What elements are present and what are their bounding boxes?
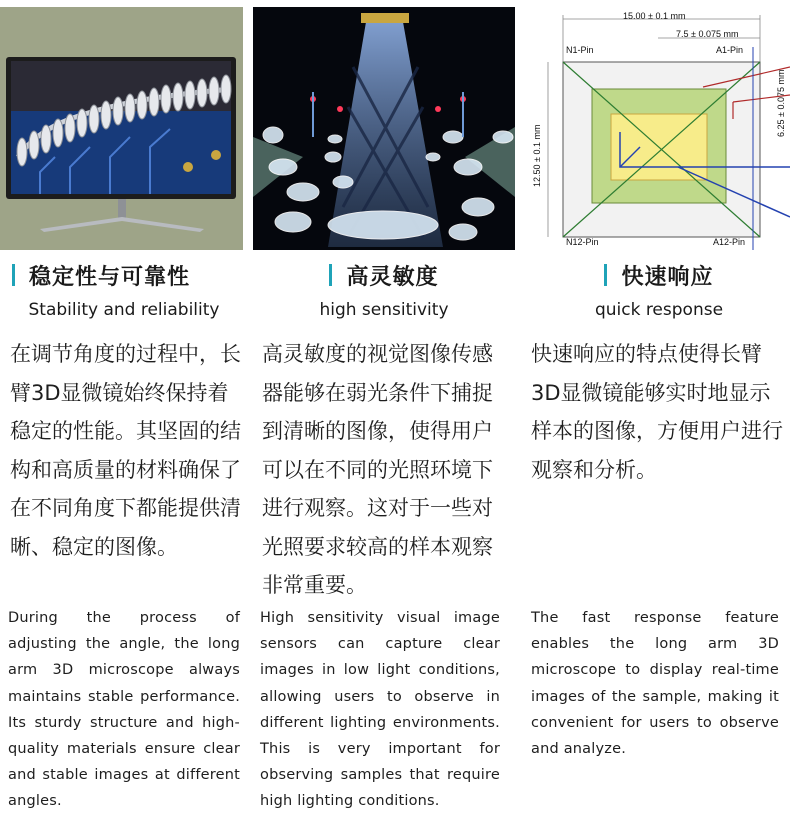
monitor-image (0, 7, 243, 250)
feature-subtitle: Stability and reliability (28, 300, 220, 320)
dimension-drawing (528, 7, 790, 250)
accent-bar (12, 264, 15, 286)
feature-description-cn: 高灵敏度的视觉图像传感器能够在弱光条件下捕捉到清晰的图像，使得用户可以在不同的光照环境下进行观察。这对于一些对光照要求较高的样本观察非常重要。 (262, 342, 493, 597)
lenses-image (253, 7, 515, 250)
accent-bar (604, 264, 607, 286)
dimension-width: 15.00 ± 0.1 mm (623, 11, 686, 21)
feature-title (528, 258, 790, 292)
feature-title-text: 高灵敏度 (346, 264, 439, 290)
feature-description-en: The fast response feature enables the long arm 3D microscope to display real-time images of the sample, making it convenient for users to observe and analyze. (531, 610, 779, 758)
feature-description-en: High sensitivity visual image sensors can capture clear images in low light conditions, allowing users to observe in different lighting environments. This is very important for observing samples that require high lighting conditions. (260, 610, 500, 810)
dimension-half-width: 7.5 ± 0.075 mm (676, 29, 739, 39)
feature-title-text: 稳定性与可靠性 (29, 264, 191, 290)
feature-title-text: 快速响应 (621, 264, 714, 290)
feature-subtitle: quick response (594, 300, 724, 320)
pin-n12-label: N12-Pin (566, 237, 599, 247)
pin-a12-label: A12-Pin (713, 237, 746, 247)
dimension-right: 6.25 ± 0.075 mm (776, 69, 786, 137)
feature-description-en: During the process of adjusting the angle, the long arm 3D microscope always maintains stable performance. Its sturdy structure and high-quality materials ensure clear and stable images at different angles. (8, 610, 240, 810)
accent-bar (329, 264, 332, 286)
feature-title (0, 258, 248, 292)
feature-title (253, 258, 515, 292)
feature-description-cn: 快速响应的特点使得长臂3D显微镜能够实时地显示样本的图像，方便用户进行观察和分析。 (531, 342, 783, 482)
dimension-height: 12.50 ± 0.1 mm (532, 124, 542, 187)
feature-description-cn: 在调节角度的过程中，长臂3D显微镜始终保持着稳定的性能。其坚固的结构和高质量的材料确保了在不同角度下都能提供清晰、稳定的图像。 (10, 342, 241, 559)
pin-n1-label: N1-Pin (566, 45, 594, 55)
feature-subtitle: high sensitivity (319, 300, 449, 320)
pin-a1-label: A1-Pin (716, 45, 744, 55)
